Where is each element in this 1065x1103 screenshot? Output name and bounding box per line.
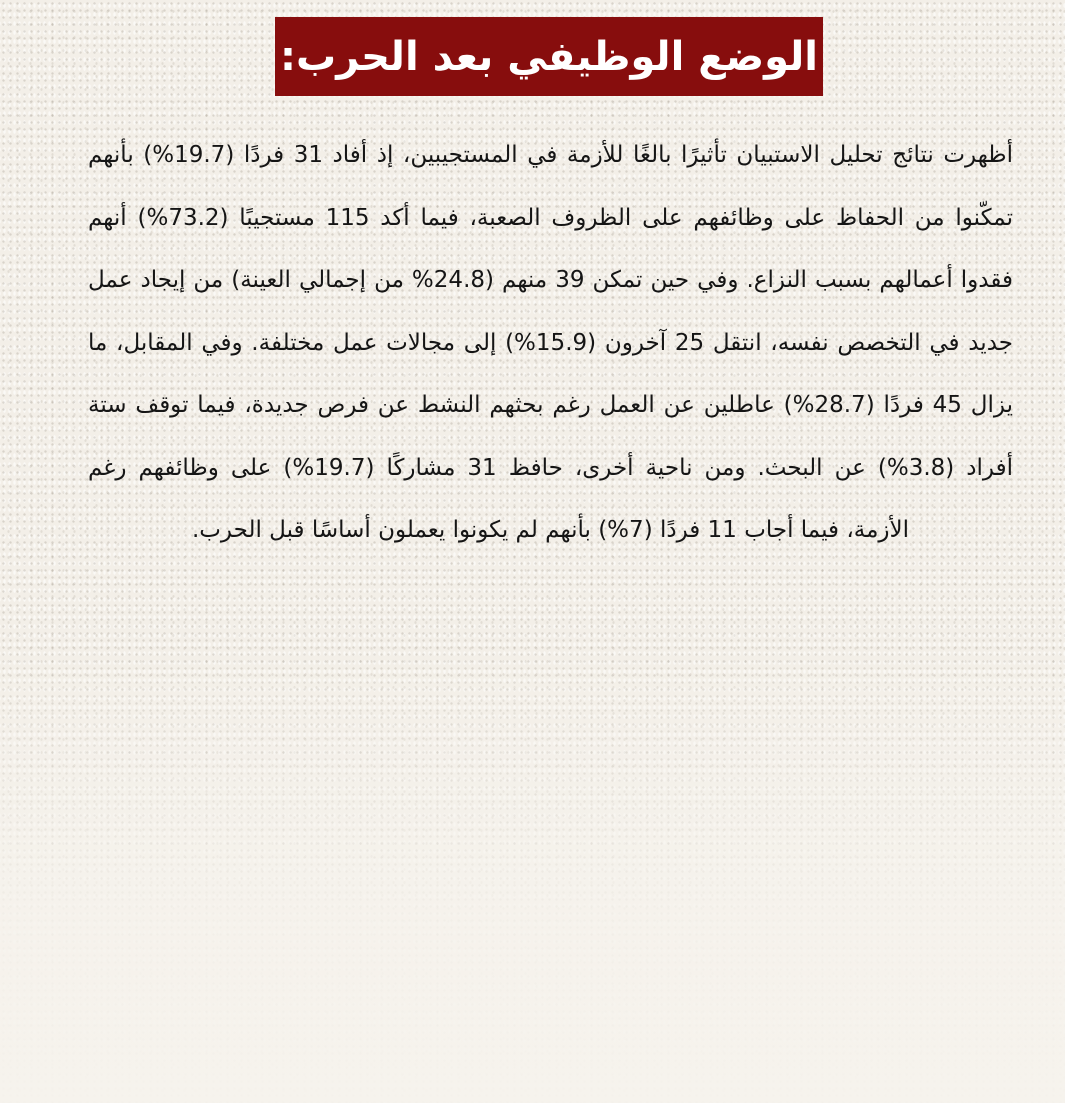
heading-banner	[275, 17, 823, 96]
page-title: الوضع الوظيفي بعد الحرب:	[280, 33, 818, 80]
body-paragraph: أظهرت نتائج تحليل الاستبيان تأثيرًا بالغًا للأزمة في المستجيبين، إذ أفاد 31 فردًا (19.7%) بأنهم تمكّنوا من الحفاظ على وظائفهم على الظروف الصعبة، فيما أكد 115 مستجيبًا (73.2%) أنهم فقدوا أعمالهم بسبب النزاع. وفي حين تمكن 39 منهم (24.8% من إجمالي العينة) من إيجاد عمل جديد في التخصص نفسه، انتقل 25 آخرون (15.9%) إلى مجالات عمل مختلفة. وفي المقابل، ما يزال 45 فردًا (28.7%) عاطلين عن العمل رغم بحثهم النشط عن فرص جديدة، فيما توقف ستة أفراد (3.8%) عن البحث. ومن ناحية أخرى، حافظ 31 مشاركًا (19.7%) على وظائفهم رغم الأزمة، فيما أجاب 11 فردًا (7%) بأنهم لم يكونوا يعملون أساسًا قبل الحرب.	[88, 142, 1014, 543]
background-fade	[0, 643, 1065, 1103]
